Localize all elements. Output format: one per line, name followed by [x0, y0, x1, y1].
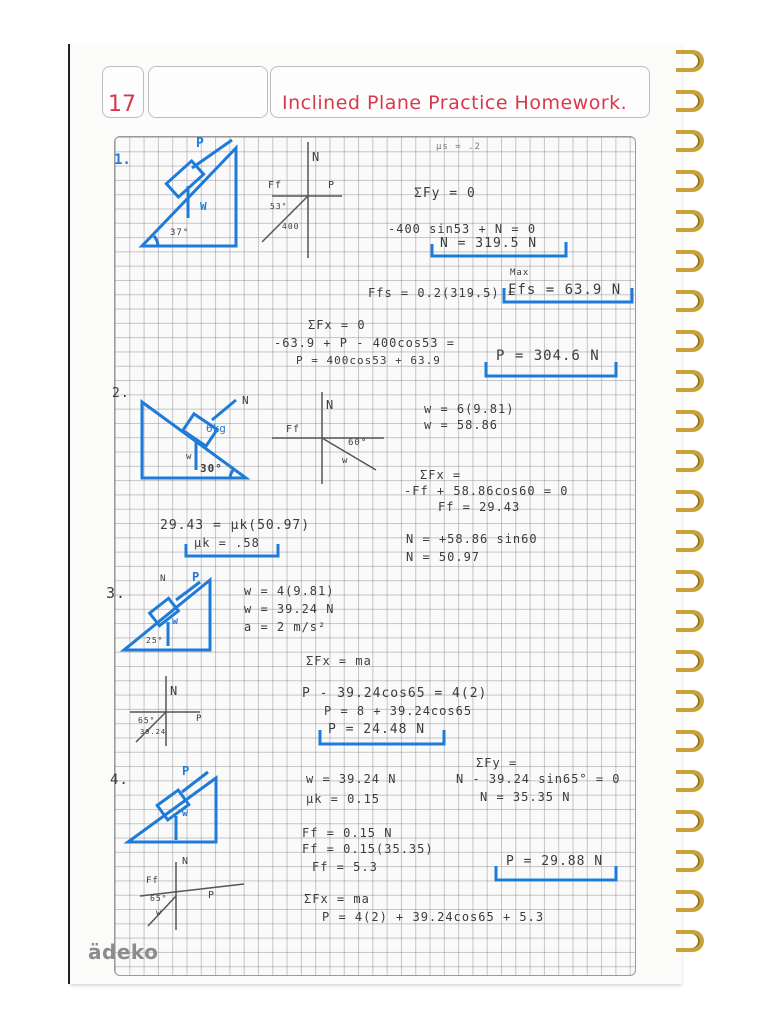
page-title: Inclined Plane Practice Homework.: [282, 92, 628, 114]
p2-w1: w = 6(9.81): [424, 402, 515, 416]
p2-w2: w = 58.86: [424, 418, 499, 432]
p3-eq2: P = 8 + 39.24cos65: [324, 704, 473, 718]
problem-1-number: 1.: [114, 152, 131, 168]
p2-muk: μk = .58: [194, 536, 260, 550]
p3-weight-label: w: [172, 616, 179, 627]
p4-ff1: Ff = 0.15 N: [302, 826, 393, 840]
p4-answer: P = 29.88 N: [506, 854, 604, 869]
p4-incline-diagram: [128, 772, 216, 842]
p4-fb-p: P: [208, 890, 216, 901]
p4-fb-angle: 65°: [150, 894, 168, 903]
p3-fb-p: P: [196, 714, 203, 724]
p3-a: a = 2 m/s²: [244, 620, 327, 634]
p2-sum-fx: ΣFx =: [420, 468, 462, 482]
p2-incline-diagram: [142, 400, 246, 478]
p4-ff2: Ff = 0.15(35.35): [302, 842, 434, 856]
p2-weight-label: w: [186, 452, 193, 462]
p1-fb-weight: 400: [282, 222, 300, 231]
p4-force-p-label: P: [182, 764, 190, 778]
p1-answer-bracket: [486, 362, 616, 376]
p2-fb-angle: 60°: [348, 438, 368, 448]
p3-normal-label: N: [160, 574, 167, 584]
problem-4-number: 4.: [110, 772, 129, 788]
p1-fb-angle: 53°: [270, 202, 288, 211]
p1-mus: μs = .2: [436, 142, 481, 152]
p1-fb-normal: N: [312, 150, 321, 164]
p2-muk-eq: 29.43 = μk(50.97): [160, 518, 311, 533]
p1-fb-ff: Ff: [268, 180, 283, 191]
p2-eq2: Ff = 29.43: [438, 500, 521, 514]
problem-3-number: 3.: [106, 584, 127, 602]
p2-mass-label: 6kg: [206, 422, 226, 435]
p4-fb-normal: N: [182, 856, 190, 867]
page-number: 17: [108, 92, 136, 117]
brand-logo: ädeko: [88, 940, 159, 964]
p1-eq1: -400 sin53 + N = 0: [388, 222, 537, 236]
p4-muk: μk = 0.15: [306, 792, 381, 806]
p4-fb-weight: w: [156, 908, 162, 917]
p4-ff3: Ff = 5.3: [312, 860, 378, 874]
p3-fb-normal: N: [170, 684, 179, 698]
p3-force-p-label: P: [192, 570, 200, 584]
p4-weight-label: w: [182, 808, 189, 819]
p4-w: w = 39.24 N: [306, 772, 397, 786]
p1-ffs-result: Ffs = 63.9 N: [508, 282, 622, 298]
p2-n1: N = +58.86 sin60: [406, 532, 538, 546]
p4-sum-fx: ΣFx = ma: [304, 892, 370, 906]
p4-eq-fy: N - 39.24 sin65° = 0: [456, 772, 621, 786]
p3-angle-label: 25°: [146, 636, 164, 645]
p1-max-label: Max: [510, 268, 530, 278]
p1-free-body-diagram: [262, 142, 342, 258]
p3-w1: w = 4(9.81): [244, 584, 335, 598]
p2-angle-label: 30°: [200, 462, 223, 475]
p1-fb-p: P: [328, 180, 336, 191]
p1-weight-label: W: [200, 200, 207, 213]
p1-eq3: P = 400cos53 + 63.9: [296, 354, 441, 367]
p4-normal: N = 35.35 N: [480, 790, 571, 804]
p1-eq2: -63.9 + P - 400cos53 =: [274, 336, 455, 350]
p3-eq1: P - 39.24cos65 = 4(2): [302, 686, 488, 701]
p1-angle-label: 37°: [170, 228, 190, 238]
problem-2-number: 2.: [112, 386, 130, 401]
p3-fb-angle: 65°: [138, 716, 156, 725]
p1-sum-fx: ΣFx = 0: [308, 318, 366, 332]
p4-sum-fy: ΣFy =: [476, 756, 518, 770]
p2-normal-label: N: [242, 394, 250, 407]
p4-fb-ff: Ff: [146, 876, 159, 886]
p2-n2: N = 50.97: [406, 550, 481, 564]
p1-sum-fy: ΣFy = 0: [414, 186, 476, 201]
p1-normal: N = 319.5 N: [440, 236, 538, 251]
p2-fb-ff: Ff: [286, 424, 301, 435]
p4-eq-fx: P = 4(2) + 39.24cos65 + 5.3: [322, 910, 545, 924]
p3-answer: P = 24.48 N: [328, 722, 426, 737]
p2-fb-weight: w: [342, 456, 349, 466]
p1-answer: P = 304.6 N: [496, 348, 600, 364]
p3-fb-weight: 39.24: [140, 728, 167, 736]
p1-force-p-label: P: [196, 136, 204, 151]
p3-sum-fx: ΣFx = ma: [306, 654, 372, 668]
p2-fb-normal: N: [326, 398, 335, 412]
p1-ffs-eq: Ffs = 0.2(319.5) =: [368, 286, 517, 300]
p3-incline-diagram: [124, 580, 210, 650]
p3-w2: w = 39.24 N: [244, 602, 335, 616]
p2-eq1: -Ff + 58.86cos60 = 0: [404, 484, 569, 498]
